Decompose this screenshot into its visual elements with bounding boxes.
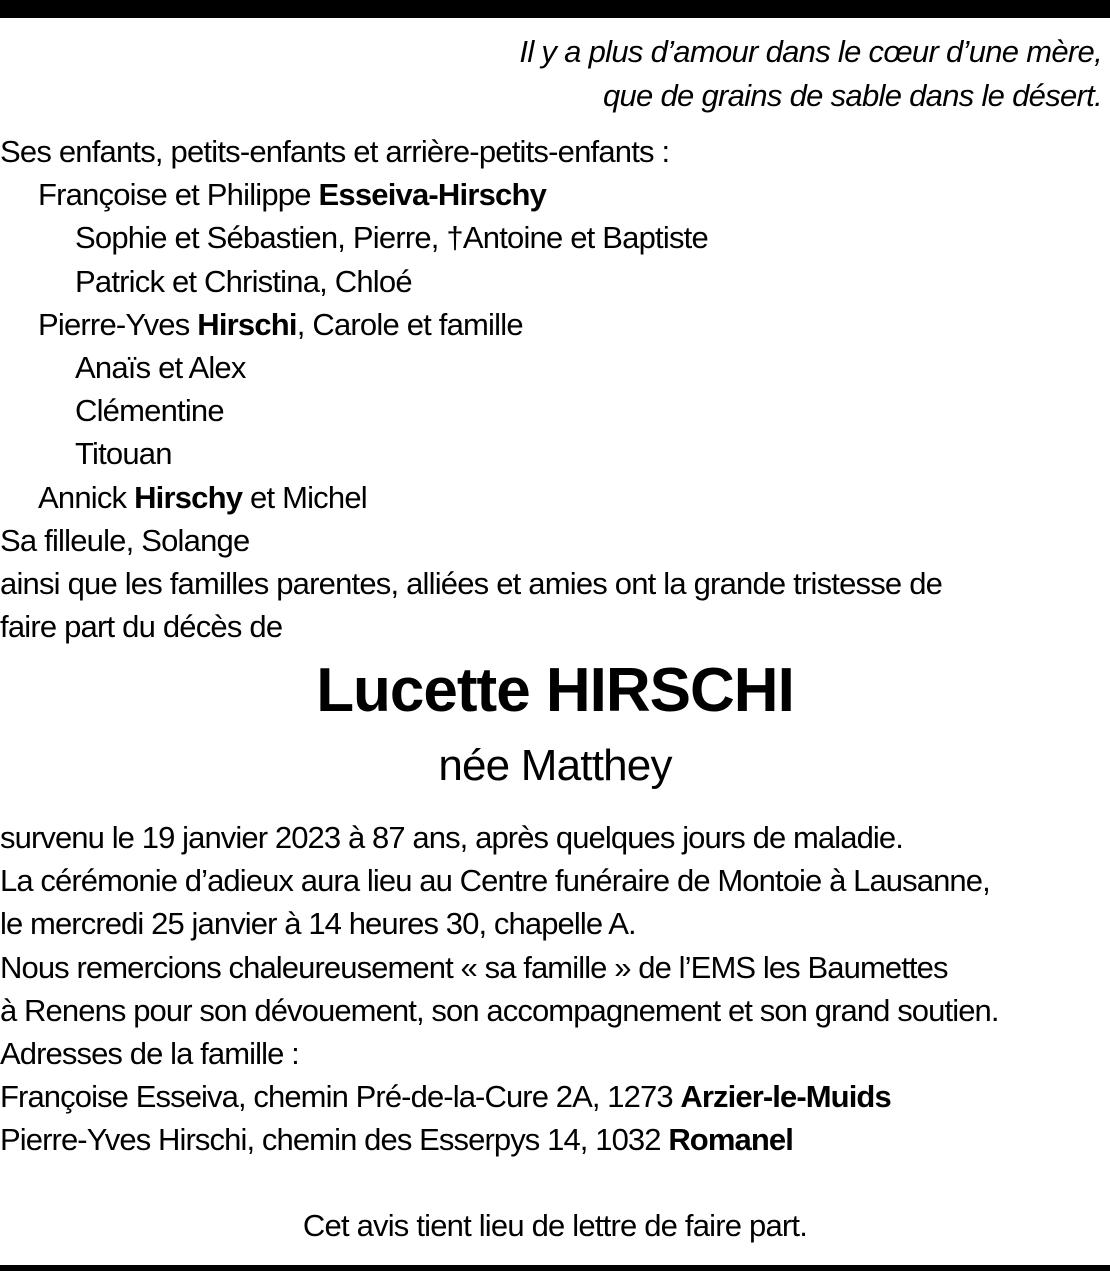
family-member-2-names: Pierre-Yves [38,306,198,342]
deceased-name: Lucette HIRSCHI [316,656,794,725]
family-member-1-names: Françoise et Philippe [38,177,319,213]
family-member-2-surname: Hirschi [197,306,297,342]
epigraph-line-1: Il y a plus d’amour dans le cœur d’une mère, [519,34,1102,69]
family-member-3-names: Annick [38,479,135,515]
intro-line: Ses enfants, petits-enfants et arrière-petits-enfants : [0,134,670,169]
detail-line: le mercredi 25 janvier à 14 heures 30, chapelle A. [0,906,636,942]
details-block [0,816,1110,1162]
detail-line: La cérémonie d’adieux aura lieu au Centre funéraire de Montoie à Lausanne, [0,863,990,899]
address-2-text: Pierre-Yves Hirschi, chemin des Esserpys 14, 1032 [0,1122,669,1158]
family-member-1-surname: Esseiva-Hirschy [318,177,547,213]
footer-note: Cet avis tient lieu de lettre de faire part. [302,1208,808,1243]
epigraph-quote [519,30,1102,118]
address-line-2 [0,1118,1110,1161]
address-1-text: Françoise Esseiva, chemin Pré-de-la-Cure 2A, 1273 [0,1079,681,1115]
top-border-rule [0,0,1110,18]
announcement-line-2: faire part du décès de [0,609,283,645]
grandchildren-line: Anaïs et Alex [75,349,246,385]
family-list [0,130,1110,648]
family-member-3 [0,476,1110,519]
filleule-line: Sa filleule, Solange [0,522,250,558]
announcement-line-1: ainsi que les familles parentes, alliées et amies ont la grande tristesse de [0,565,943,601]
family-member-1 [0,173,1110,216]
grandchildren-line: Clémentine [75,393,224,429]
addresses-heading: Adresses de la famille : [0,1035,299,1071]
detail-line: survenu le 19 janvier 2023 à 87 ans, après quelques jours de maladie. [0,820,903,855]
family-member-3-suffix: et Michel [242,479,367,515]
grandchildren-line: Sophie et Sébastien, Pierre, †Antoine et Baptiste [75,220,708,256]
family-member-2 [0,303,1110,346]
family-member-3-surname: Hirschy [134,479,243,515]
detail-line: à Renens pour son dévouement, son accompagnement et son grand soutien. [0,992,999,1028]
epigraph-line-2: que de grains de sable dans le désert. [602,78,1102,113]
grandchildren-line: Titouan [75,436,172,472]
maiden-name: née Matthey [438,741,672,790]
detail-line: Nous remercions chaleureusement « sa famille » de l’EMS les Baumettes [0,949,948,985]
family-member-2-suffix: , Carole et famille [296,306,523,342]
bottom-border-rule [0,1265,1110,1271]
grandchildren-line: Patrick et Christina, Chloé [75,263,412,299]
address-line-1 [0,1075,1110,1118]
address-2-locality: Romanel [668,1122,793,1158]
address-1-locality: Arzier-le-Muids [680,1079,891,1115]
